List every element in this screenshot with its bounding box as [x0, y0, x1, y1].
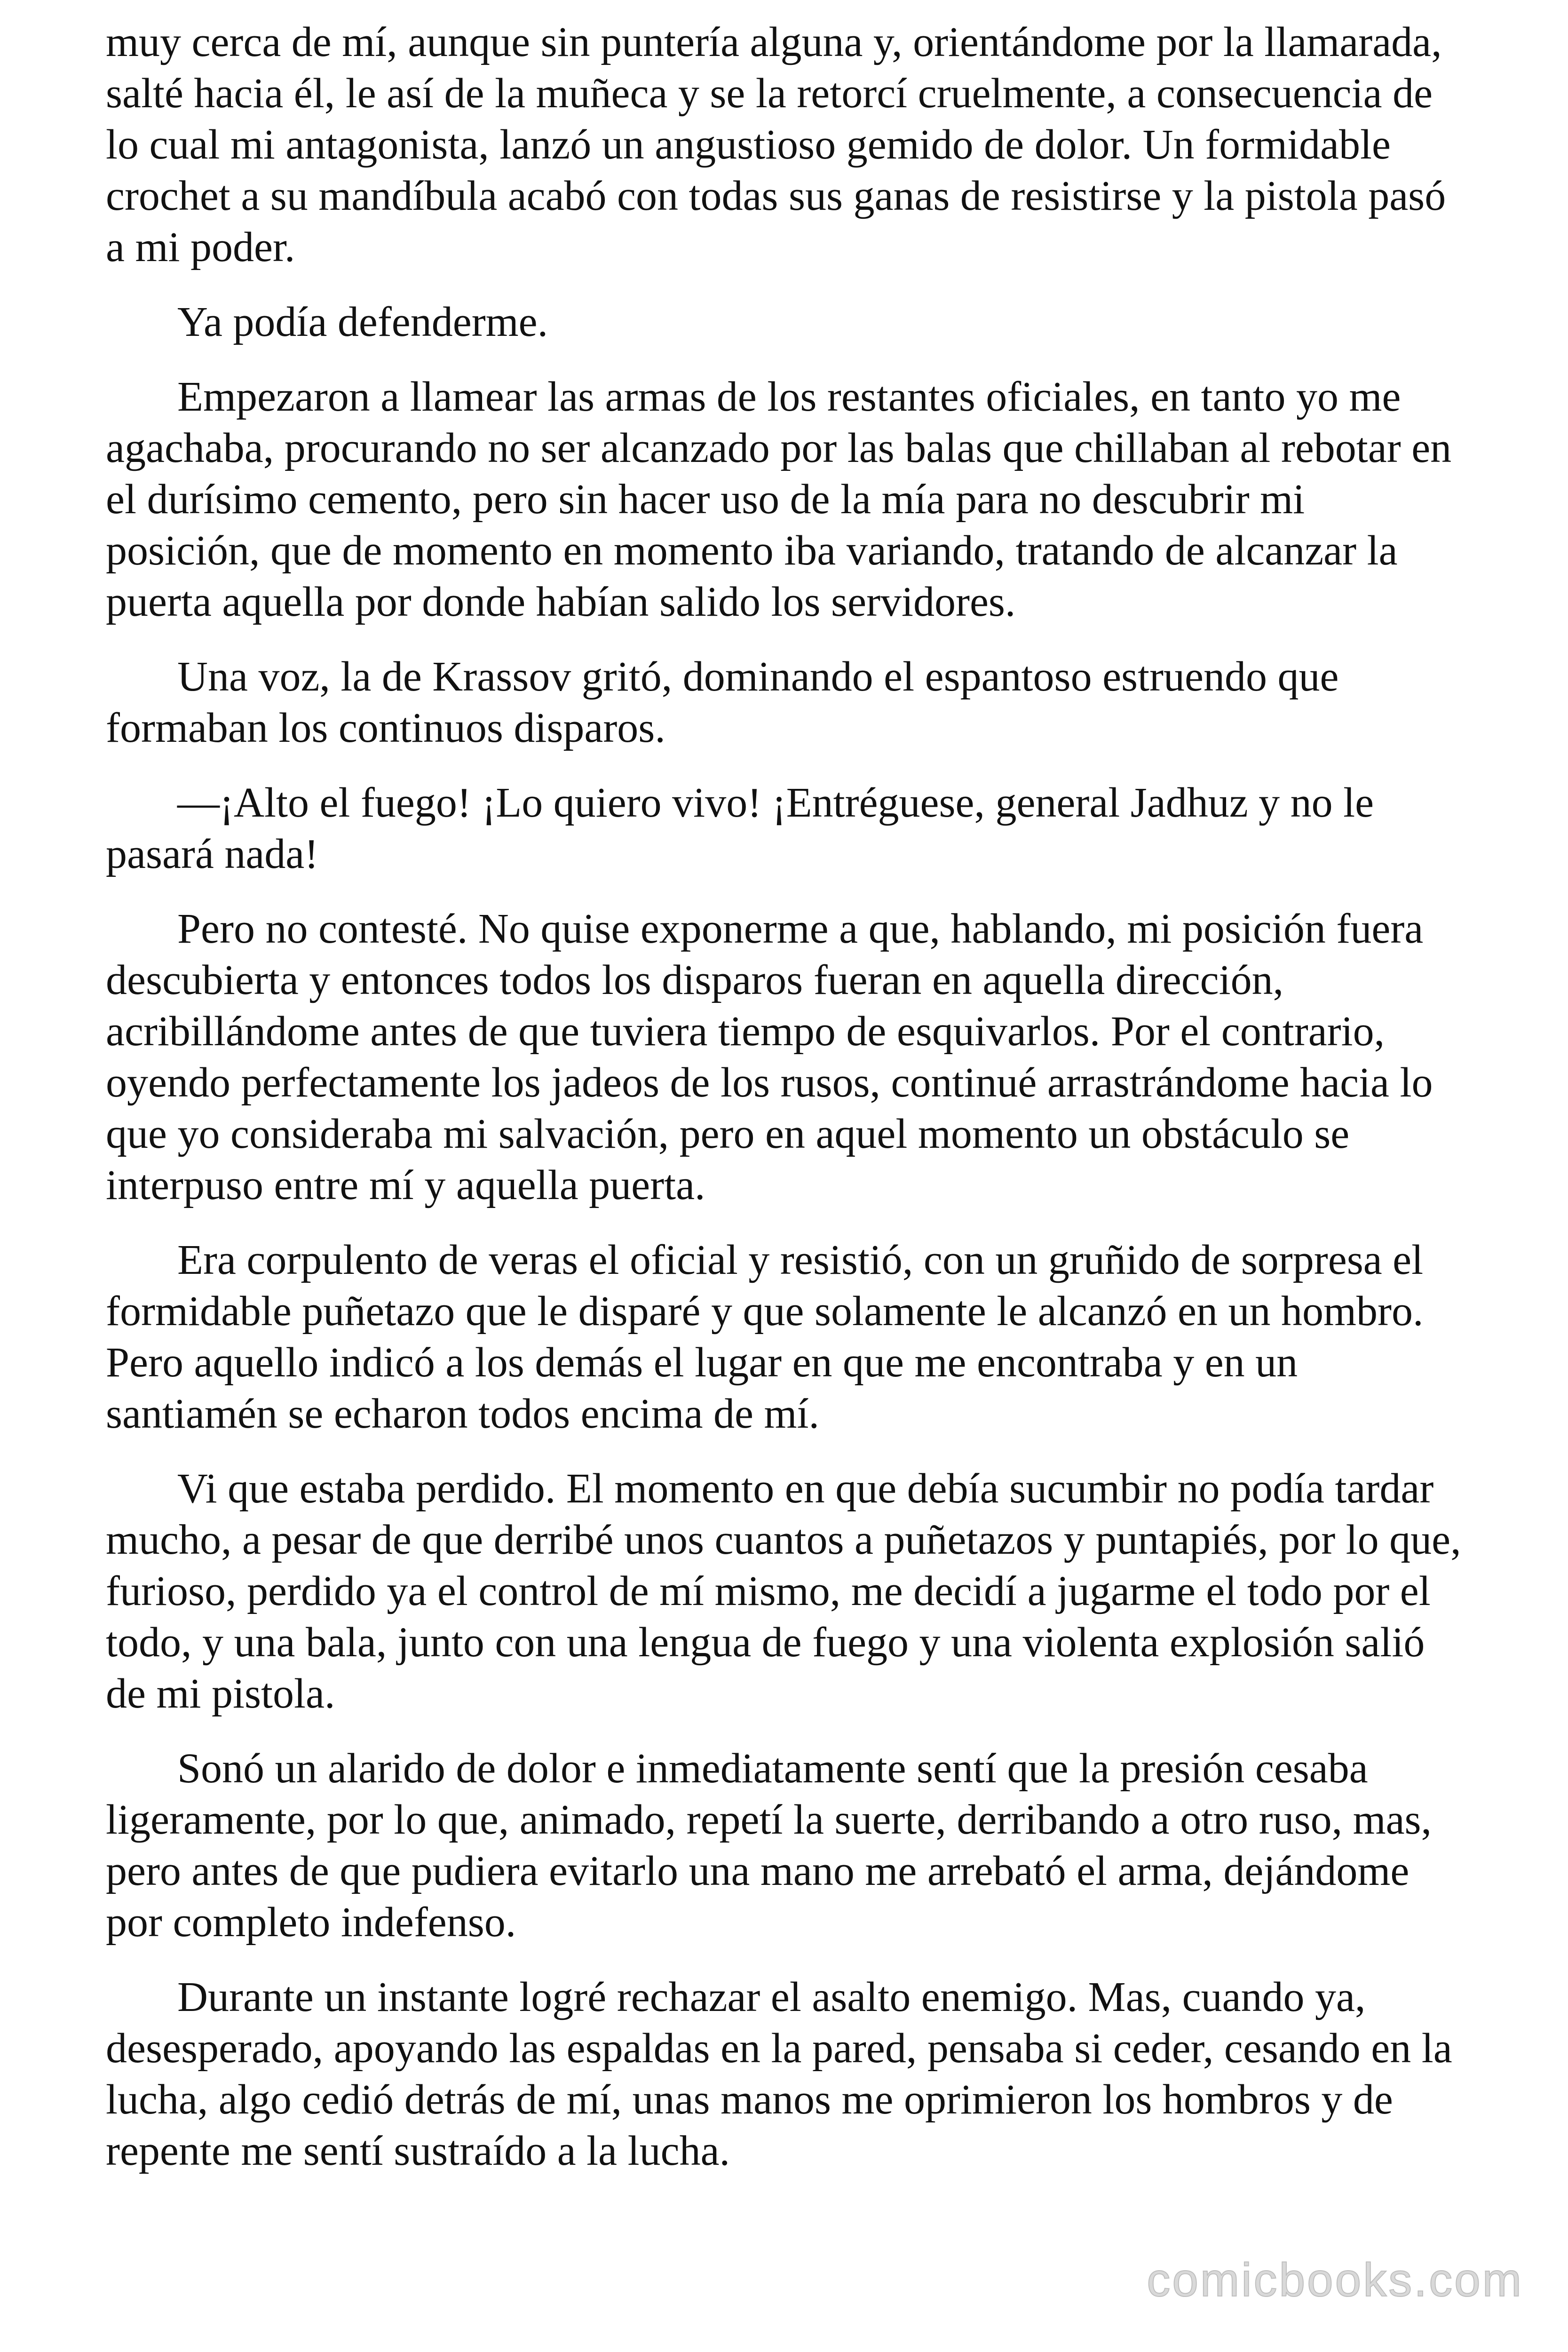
paragraph-8: Vi que estaba perdido. El momento en que debía sucumbir no podía tardar mucho, a pesar de que derribé unos cuantos a puñetazos y puntapiés, por lo que, furioso, perdido ya el control de mí mismo, me decidí a jugarme el todo por el todo, y una bala, junto con una lengua de fuego y una violenta explosión salió de mi pistola. — [106, 1465, 1461, 1717]
paragraph-9: Sonó un alarido de dolor e inmediatamente sentí que la presión cesaba ligeramente, por lo que, animado, repetí la suerte, derribando a otro ruso, mas, pero antes de que pudiera evitarlo una mano me arrebató el arma, dejándome por completo indefenso. — [106, 1745, 1432, 1946]
paragraph-3: Empezaron a llamear las armas de los restantes oficiales, en tanto yo me agachaba, procurando no ser alcanzado por las balas que chillaban al rebotar en el durísimo cemento, pero sin hacer uso de la mía para no descubrir mi posición, que de momento en momento iba variando, tratando de alcanzar la puerta aquella por donde habían salido los servidores. — [106, 373, 1452, 625]
paragraph-10: Durante un instante logré rechazar el asalto enemigo. Mas, cuando ya, desesperado, apoyando las espaldas en la pared, pensaba si ceder, cesando en la lucha, algo cedió detrás de mí, unas manos me oprimieron los hombros y de repente me sentí sustraído a la lucha. — [106, 1974, 1452, 2174]
paragraph-5: —¡Alto el fuego! ¡Lo quiero vivo! ¡Entréguese, general Jadhuz y no le pasará nada! — [106, 779, 1374, 877]
paragraph-7: Era corpulento de veras el oficial y resistió, con un gruñido de sorpresa el formidable puñetazo que le disparé y que solamente le alcanzó en un hombro. Pero aquello indicó a los demás el lugar en que me encontraba y en un santiamén se echaron todos encima de mí. — [106, 1237, 1424, 1437]
watermark: comicbooks.com — [1147, 2254, 1523, 2306]
paragraph-1: muy cerca de mí, aunque sin puntería alguna y, orientándome por la llamarada, salté hacia él, le así de la muñeca y se la retorcí cruelmente, a consecuencia de lo cual mi antagonista, lanzó un angustioso gemido de dolor. Un formidable crochet a su mandíbula acabó con todas sus ganas de resistirse y la pistola pasó a mi poder. — [106, 19, 1446, 270]
paragraph-6: Pero no contesté. No quise exponerme a que, hablando, mi posición fuera descubierta y entonces todos los disparos fueran en aquella dirección, acribillándome antes de que tuviera tiempo de esquivarlos. Por el contrario, oyendo perfectamente los jadeos de los rusos, continué arrastrándome hacia lo que yo consideraba mi salvación, pero en aquel momento un obstáculo se interpuso entre mí y aquella puerta. — [106, 906, 1433, 1208]
paragraph-2: Ya podía defenderme. — [177, 299, 548, 345]
body-text — [106, 16, 1467, 2200]
paragraph-4: Una voz, la de Krassov gritó, dominando el espantoso estruendo que formaban los continuos disparos. — [106, 653, 1339, 751]
